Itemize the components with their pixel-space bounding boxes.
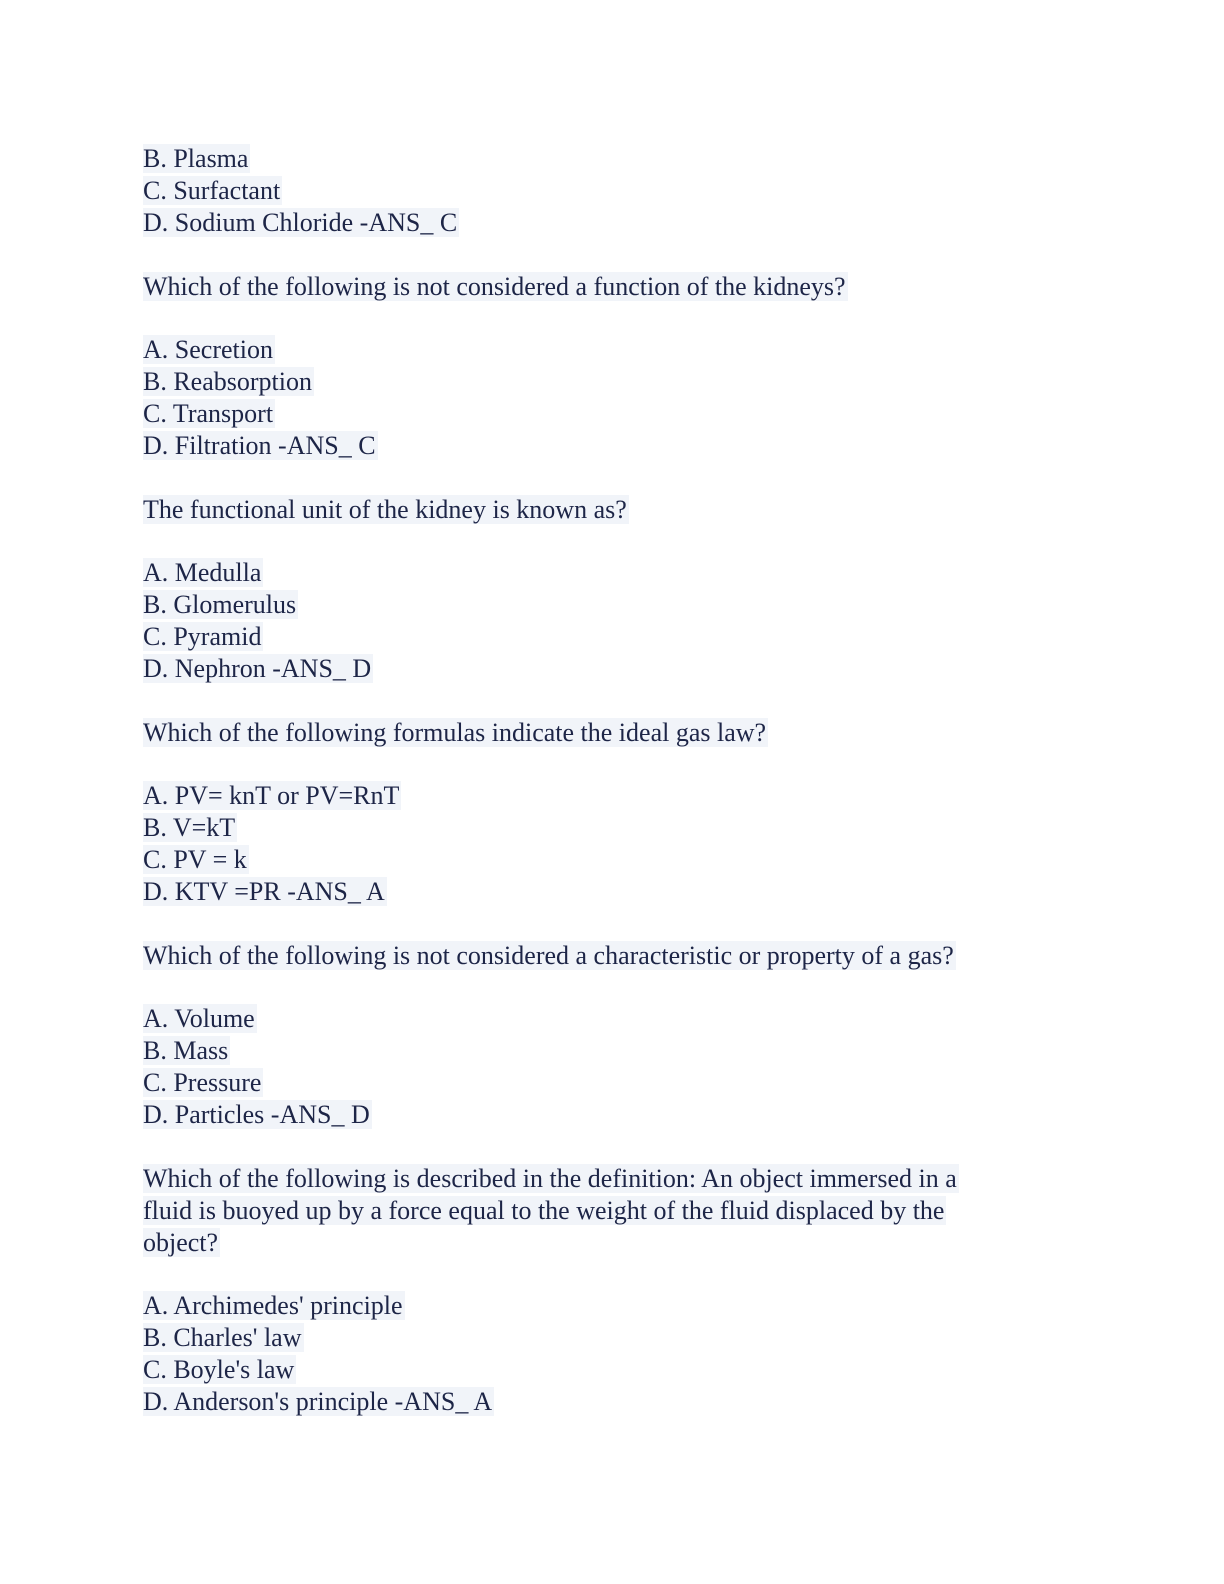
option-text: B. Mass: [143, 1036, 229, 1065]
option-line: [143, 1003, 1043, 1035]
option-text: A. Archimedes' principle: [143, 1291, 403, 1320]
spacer: [143, 749, 1043, 780]
question-block-1: [143, 271, 1043, 462]
option-line: [143, 844, 1043, 876]
option-line: [143, 1035, 1043, 1067]
option-text: C. Pyramid: [143, 622, 262, 651]
option-line: [143, 1099, 1043, 1131]
option-text: D. Anderson's principle -ANS_ A: [143, 1387, 493, 1416]
question-text-line: [143, 1227, 1043, 1259]
option-text: C. Pressure: [143, 1068, 262, 1097]
option-line: [143, 621, 1043, 653]
question-text-span: object?: [143, 1228, 219, 1257]
option-line: [143, 175, 1043, 207]
question-continuation: [143, 143, 1043, 239]
option-line: [143, 876, 1043, 908]
option-text: A. Medulla: [143, 558, 262, 587]
question-block-3: [143, 717, 1043, 908]
option-line: [143, 334, 1043, 366]
option-text: C. PV = k: [143, 845, 247, 874]
option-text: D. Sodium Chloride -ANS_ C: [143, 208, 458, 237]
option-text: B. Glomerulus: [143, 590, 297, 619]
spacer: [143, 908, 1043, 940]
option-text: C. Surfactant: [143, 176, 281, 205]
option-line: [143, 589, 1043, 621]
option-line: [143, 780, 1043, 812]
option-line: [143, 1067, 1043, 1099]
option-line: [143, 1322, 1043, 1354]
option-text: C. Transport: [143, 399, 274, 428]
spacer: [143, 1131, 1043, 1163]
option-line: [143, 557, 1043, 589]
option-line: [143, 207, 1043, 239]
option-text: B. V=kT: [143, 813, 236, 842]
spacer: [143, 462, 1043, 494]
option-text: B. Reabsorption: [143, 367, 312, 396]
question-text-line: [143, 1163, 1043, 1195]
option-line: [143, 653, 1043, 685]
spacer: [143, 526, 1043, 557]
question-block-2: [143, 494, 1043, 685]
question-text-span: Which of the following is not considered a function of the kidneys?: [143, 272, 846, 301]
option-text: B. Charles' law: [143, 1323, 302, 1352]
spacer: [143, 239, 1043, 271]
document-content: [143, 143, 1043, 1418]
question-text-line: [143, 1195, 1043, 1227]
option-text: A. PV= knT or PV=RnT: [143, 781, 400, 810]
question-text-span: Which of the following formulas indicate the ideal gas law?: [143, 718, 767, 747]
option-line: [143, 812, 1043, 844]
question-text-span: The functional unit of the kidney is known as?: [143, 495, 627, 524]
option-line: [143, 430, 1043, 462]
option-text: A. Volume: [143, 1004, 255, 1033]
question-text-span: Which of the following is described in the definition: An object immersed in a: [143, 1164, 957, 1193]
question-text-span: fluid is buoyed up by a force equal to the weight of the fluid displaced by the: [143, 1196, 945, 1225]
option-text: D. Filtration -ANS_ C: [143, 431, 376, 460]
option-text: C. Boyle's law: [143, 1355, 295, 1384]
option-line: [143, 366, 1043, 398]
option-line: [143, 1290, 1043, 1322]
question-text-span: Which of the following is not considered a characteristic or property of a gas?: [143, 941, 954, 970]
spacer: [143, 972, 1043, 1003]
question-text: [143, 940, 1043, 972]
option-text: D. KTV =PR -ANS_ A: [143, 877, 385, 906]
question-block-4: [143, 940, 1043, 1131]
option-text: D. Nephron -ANS_ D: [143, 654, 372, 683]
question-text: [143, 494, 1043, 526]
option-text: D. Particles -ANS_ D: [143, 1100, 370, 1129]
option-text: B. Plasma: [143, 144, 249, 173]
option-line: [143, 143, 1043, 175]
option-line: [143, 398, 1043, 430]
spacer: [143, 303, 1043, 334]
spacer: [143, 685, 1043, 717]
option-line: [143, 1354, 1043, 1386]
question-block-5: [143, 1163, 1043, 1418]
question-text: [143, 271, 1043, 303]
option-line: [143, 1386, 1043, 1418]
spacer: [143, 1259, 1043, 1290]
question-text: [143, 717, 1043, 749]
option-text: A. Secretion: [143, 335, 273, 364]
